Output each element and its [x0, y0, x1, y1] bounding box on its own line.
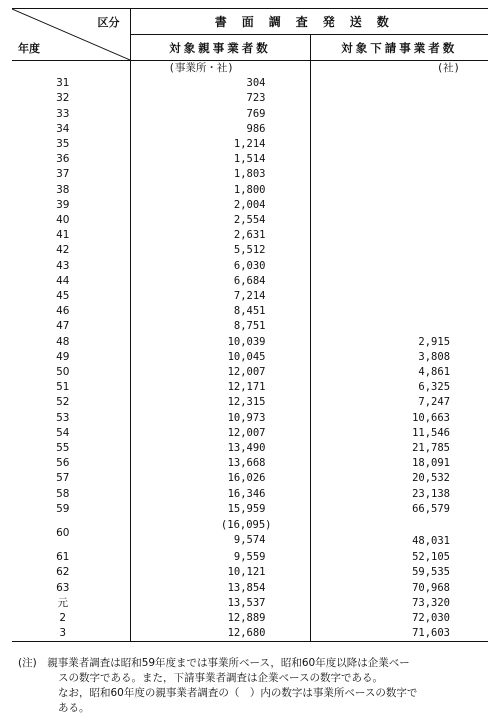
year-cell: 40: [56, 214, 70, 227]
table-row: [12, 243, 488, 258]
table-row: [12, 319, 488, 334]
column-header-parent: 対象親事業者数: [130, 35, 310, 61]
table-row: [12, 502, 488, 517]
main-title: 書面調査発送数: [130, 9, 488, 35]
table-row: [12, 517, 488, 550]
year-cell: 51: [56, 381, 70, 394]
nendo-label: 年度: [18, 42, 40, 55]
footnote-line: スの数字である。また，下請事業者調査は企業ベースの数字である。: [58, 672, 383, 684]
year-cell: 55: [56, 442, 70, 455]
table-row: [12, 274, 488, 289]
parent-count-cell: 12,680: [130, 626, 310, 642]
year-cell: 33: [56, 107, 70, 120]
parent-count-cell: 13,854: [130, 581, 310, 596]
unit-parent: (事業所・社): [130, 61, 310, 77]
sub-count-cell: [310, 76, 488, 91]
parent-count-cell: 7,214: [130, 289, 310, 304]
table-row: [12, 395, 488, 410]
unit-row: [12, 61, 488, 77]
sub-count-cell: [310, 167, 488, 182]
parent-count-cell: 2,004: [130, 198, 310, 213]
year-cell: 58: [56, 487, 70, 500]
parent-count-cell: 2,554: [130, 213, 310, 228]
year-cell: 57: [56, 472, 70, 485]
parent-count-cell: 10,973: [130, 411, 310, 426]
parent-count-cell: 986: [130, 122, 310, 137]
table-row: [12, 626, 488, 642]
table-row: [12, 581, 488, 596]
year-cell: 59: [56, 502, 70, 515]
table-row: [12, 91, 488, 106]
table-row: [12, 550, 488, 565]
parent-count-cell: [130, 517, 310, 550]
sub-count-cell: 3,808: [310, 350, 488, 365]
sub-count-cell: 73,320: [310, 596, 488, 611]
year-cell: 43: [56, 259, 70, 272]
table-body: [12, 61, 488, 658]
year-cell: 47: [56, 320, 70, 333]
sub-count-cell: 52,105: [310, 550, 488, 565]
footnote-line: なお，昭和60年度の親事業者調査の（ ）内の数字は事業所ベースの数字で: [58, 687, 418, 699]
year-cell: 41: [56, 229, 70, 242]
sub-count-cell: 20,532: [310, 471, 488, 486]
parent-count-cell: 1,214: [130, 137, 310, 152]
table-row: [12, 259, 488, 274]
sub-count-cell: [310, 152, 488, 167]
year-cell: 42: [56, 244, 70, 257]
sub-count-cell: [310, 243, 488, 258]
parent-count-cell: 12,889: [130, 611, 310, 626]
table-row: [12, 167, 488, 182]
year-cell: 35: [56, 138, 70, 151]
sub-count-cell: [310, 274, 488, 289]
table-row: [12, 289, 488, 304]
parent-count-cell: 723: [130, 91, 310, 106]
parent-count-cell: 13,490: [130, 441, 310, 456]
sub-count-cell: 4,861: [310, 365, 488, 380]
table-row: [12, 350, 488, 365]
table-row: [12, 596, 488, 611]
parent-count-cell: 15,959: [130, 502, 310, 517]
sub-count-cell: 2,915: [310, 335, 488, 350]
parent-count-cell: 13,537: [130, 596, 310, 611]
year-cell: 44: [56, 274, 70, 287]
table-row: [12, 213, 488, 228]
parent-count-cell: 6,684: [130, 274, 310, 289]
year-cell: 60: [56, 527, 70, 540]
sub-count-cell: [310, 122, 488, 137]
sub-count-cell: 6,325: [310, 380, 488, 395]
parent-count-cell: 5,512: [130, 243, 310, 258]
parent-count-cell: 10,121: [130, 565, 310, 580]
parent-count-cell: 12,171: [130, 380, 310, 395]
table-row: [12, 152, 488, 167]
table-row: [12, 122, 488, 137]
table-row: [12, 183, 488, 198]
sub-count-cell: [310, 107, 488, 122]
sub-count-cell: [310, 213, 488, 228]
footnote-line: ある。: [58, 702, 90, 714]
sub-count-cell: [310, 304, 488, 319]
parent-count-cell: 1,514: [130, 152, 310, 167]
table-row: [12, 137, 488, 152]
year-cell: 34: [56, 122, 70, 135]
sub-count-cell: [310, 198, 488, 213]
parent-count-cell: 1,803: [130, 167, 310, 182]
table-row: [12, 487, 488, 502]
year-cell: 45: [56, 290, 70, 303]
year-cell: 48: [56, 335, 70, 348]
year-cell: 63: [56, 581, 70, 594]
sub-count-cell: 23,138: [310, 487, 488, 502]
sub-count-cell: [310, 289, 488, 304]
kubun-label: 区分: [97, 16, 120, 29]
table-row: [12, 228, 488, 243]
table-row: [12, 107, 488, 122]
parent-count-value: 9,574: [233, 534, 266, 547]
table-row: [12, 411, 488, 426]
table-row: [12, 304, 488, 319]
parent-count-cell: 12,007: [130, 426, 310, 441]
parent-count-cell: 1,800: [130, 183, 310, 198]
year-cell: 54: [56, 426, 70, 439]
year-cell: 61: [56, 551, 70, 564]
column-header-sub: 対象下請事業者数: [310, 35, 488, 61]
table-row: [12, 565, 488, 580]
sub-count-cell: 72,030: [310, 611, 488, 626]
table-row: [12, 471, 488, 486]
sub-count-cell: 7,247: [310, 395, 488, 410]
year-cell: 52: [56, 396, 70, 409]
parent-count-cell: 16,026: [130, 471, 310, 486]
sub-count-cell: [310, 228, 488, 243]
table-row: [12, 335, 488, 350]
parent-count-cell: 304: [130, 76, 310, 91]
sub-count-cell: [310, 259, 488, 274]
sub-count-cell: [310, 91, 488, 106]
year-cell: 36: [56, 153, 70, 166]
parent-count-cell: 10,039: [130, 335, 310, 350]
parent-count-cell: 16,346: [130, 487, 310, 502]
table-row: [12, 380, 488, 395]
table-row: [12, 611, 488, 626]
year-cell: 50: [56, 366, 70, 379]
sub-count-cell: 18,091: [310, 456, 488, 471]
parent-count-cell: 12,315: [130, 395, 310, 410]
parent-count-cell: 2,631: [130, 228, 310, 243]
table-row: [12, 76, 488, 91]
year-cell: 53: [56, 411, 70, 424]
year-cell: 46: [56, 305, 70, 318]
year-cell: 62: [56, 566, 70, 579]
corner-header-cell: [12, 9, 130, 61]
year-cell: 38: [56, 183, 70, 196]
year-cell: 39: [56, 198, 70, 211]
year-cell: 元: [57, 596, 68, 609]
year-cell: 37: [56, 168, 70, 181]
year-cell: 56: [56, 457, 70, 470]
table-row: [12, 441, 488, 456]
sub-count-cell: [310, 319, 488, 334]
parent-count-cell: 769: [130, 107, 310, 122]
footnote-line: (注) 親事業者調査は昭和59年度までは事業所ベース，昭和60年度以降は企業ベー: [18, 657, 410, 669]
parent-count-establishment-basis: (16,095): [220, 519, 272, 532]
year-cell: 49: [56, 350, 70, 363]
sub-count-cell: 10,663: [310, 411, 488, 426]
year-cell: 3: [59, 627, 67, 640]
table-row: [12, 456, 488, 471]
year-cell: 2: [59, 611, 67, 624]
parent-count-cell: 8,451: [130, 304, 310, 319]
sub-count-cell: 21,785: [310, 441, 488, 456]
sub-count-cell: [310, 183, 488, 198]
table-row: [12, 365, 488, 380]
sub-count-cell: 48,031: [310, 517, 488, 550]
footnote: [18, 656, 488, 716]
sub-count-cell: 70,968: [310, 581, 488, 596]
unit-sub: (社): [310, 61, 488, 77]
parent-count-cell: 10,045: [130, 350, 310, 365]
sub-count-cell: 66,579: [310, 502, 488, 517]
sub-count-cell: 11,546: [310, 426, 488, 441]
sub-count-cell: [310, 137, 488, 152]
parent-count-cell: 9,559: [130, 550, 310, 565]
sub-count-cell: 59,535: [310, 565, 488, 580]
year-cell: 31: [56, 77, 70, 90]
survey-table: [12, 8, 488, 658]
table-row: [12, 198, 488, 213]
table-row: [12, 426, 488, 441]
year-cell: 32: [56, 92, 70, 105]
parent-count-cell: 6,030: [130, 259, 310, 274]
sub-count-cell: 71,603: [310, 626, 488, 642]
parent-count-cell: 13,668: [130, 456, 310, 471]
parent-count-cell: 8,751: [130, 319, 310, 334]
parent-count-cell: 12,007: [130, 365, 310, 380]
